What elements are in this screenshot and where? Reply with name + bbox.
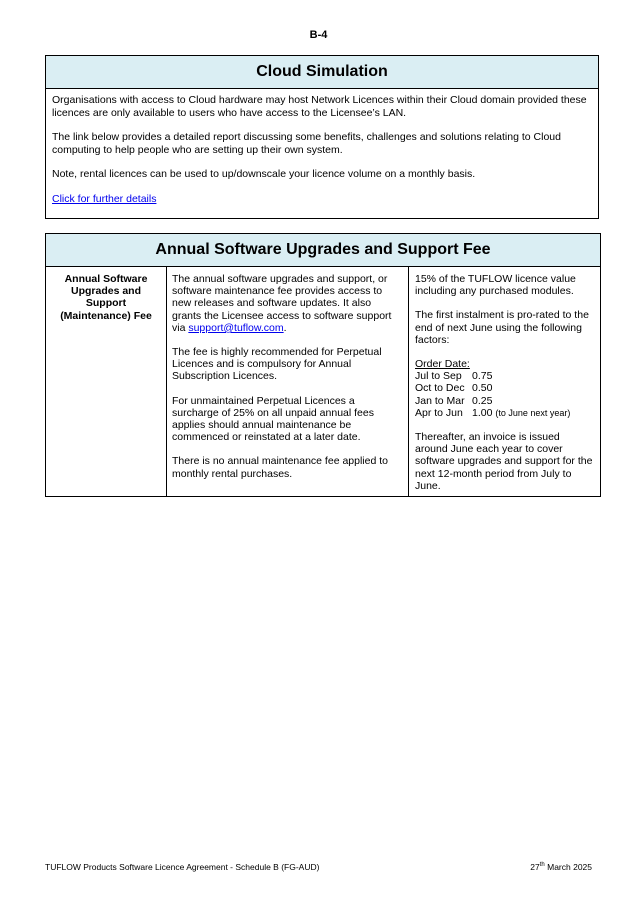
rate-factor: 0.75: [472, 370, 493, 383]
further-details-link[interactable]: Click for further details: [52, 192, 157, 205]
rate-factor: 0.25: [472, 394, 493, 407]
rate-row: [415, 407, 595, 419]
fee-pricing-cell: [409, 267, 600, 496]
footer-date-rest: March 2025: [544, 862, 592, 872]
footer-document-title: TUFLOW Products Software Licence Agreement - Schedule B (FG-AUD): [45, 862, 320, 872]
fee-row-label: Annual Software Upgrades and Support (Maintenance) Fee: [46, 267, 167, 496]
cloud-paragraph-2: The link below provides a detailed report discussing some benefits, challenges and solutions relating to Cloud computing to help people who are setting up their own system.: [52, 131, 561, 156]
fee-description-period: .: [283, 321, 287, 334]
cloud-paragraph-3: Note, rental licences can be used to up/downscale your licence volume on a monthly basis.: [52, 168, 476, 180]
support-fee-section: [45, 233, 601, 497]
rate-note: (to June next year): [495, 407, 571, 418]
support-fee-title: Annual Software Upgrades and Support Fee: [46, 234, 600, 267]
footer-date: [530, 862, 592, 872]
cloud-simulation-section: [45, 55, 599, 219]
rate-period: Jul to Sep: [415, 370, 462, 383]
rate-row: [415, 370, 595, 382]
rate-period: Jan to Mar: [415, 394, 465, 407]
pricing-paragraph-1: 15% of the TUFLOW licence value including any purchased modules.: [415, 273, 576, 298]
support-fee-table: [46, 267, 600, 496]
rate-factor: 1.00: [472, 406, 493, 419]
fee-description-paragraph-1: [172, 273, 403, 334]
footer-date-day: 27: [530, 862, 540, 872]
fee-description-paragraph-4: There is no annual maintenance fee applied to monthly rental purchases.: [172, 455, 388, 480]
fee-description-paragraph-2: The fee is highly recommended for Perpetual Licences and is compulsory for Annual Subscription Licences.: [172, 346, 382, 383]
cloud-paragraph-1: Organisations with access to Cloud hardware may host Network Licences within their Cloud domain provided these licences are only available to users who have access to the Licensee’s LAN.: [52, 94, 587, 119]
order-date-label: Order Date:: [415, 358, 470, 371]
rate-row: [415, 395, 595, 407]
page-number: B-4: [309, 29, 328, 41]
fee-description-text: The annual software upgrades and support, or software maintenance fee provides access to new releases and software updates. It also grants the Licensee access to software support via: [172, 273, 392, 334]
rate-row: [415, 382, 595, 394]
fee-description-cell: [167, 267, 409, 496]
footer-date-suffix: th: [539, 862, 545, 869]
pricing-paragraph-3: Thereafter, an invoice is issued around June each year to cover software upgrades and support for the next 12-month period from July to June.: [415, 431, 593, 492]
pricing-paragraph-2: The first instalment is pro-rated to the end of next June using the following factors:: [415, 309, 589, 346]
fee-description-paragraph-3: For unmaintained Perpetual Licences a surcharge of 25% on all unpaid annual fees applies should annual maintenance be commenced or reinstated at a later date.: [172, 394, 374, 444]
rate-factor: 0.50: [472, 382, 493, 395]
order-date-block: [415, 358, 595, 419]
rate-period: Apr to Jun: [415, 406, 463, 419]
cloud-simulation-title: Cloud Simulation: [46, 56, 598, 89]
cloud-simulation-body: [46, 89, 598, 205]
rate-period: Oct to Dec: [415, 382, 465, 395]
support-email-link[interactable]: support@tuflow.com: [188, 321, 284, 334]
